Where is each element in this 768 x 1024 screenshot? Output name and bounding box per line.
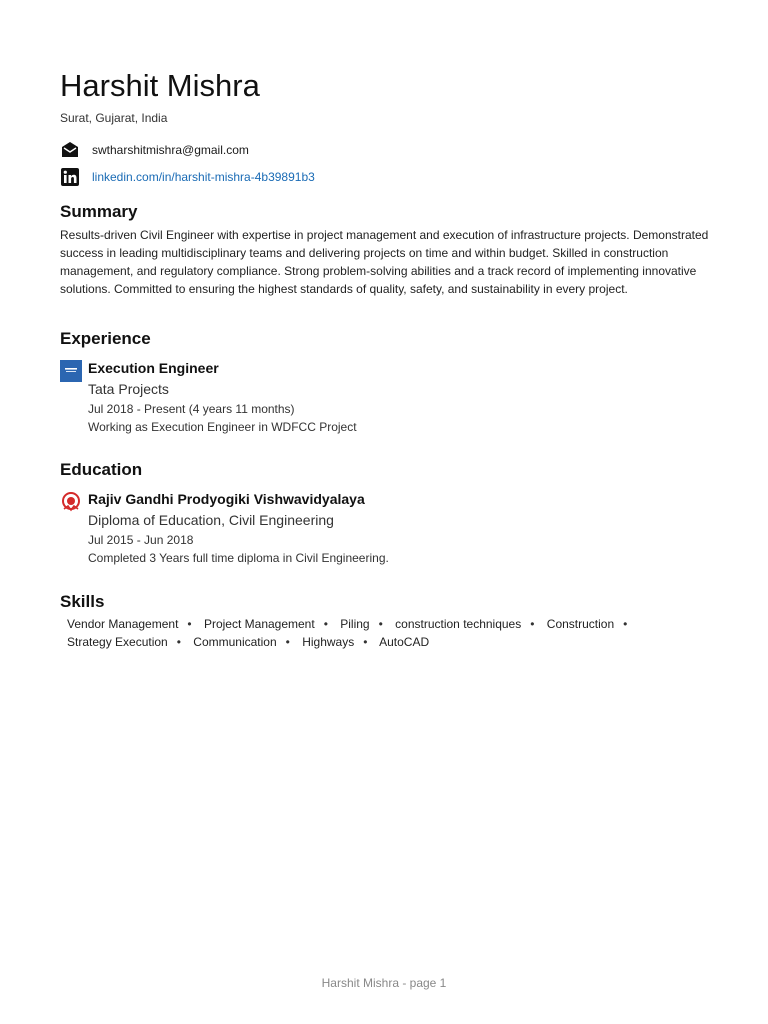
skill-item: Communication: [193, 635, 277, 649]
skill-item: Highways: [302, 635, 355, 649]
skill-item: Project Management: [203, 617, 315, 631]
experience-description: Working as Execution Engineer in WDFCC Project: [88, 420, 357, 434]
skill-item: Piling: [340, 617, 370, 631]
skill-separator: •: [323, 617, 328, 631]
summary-text: Results-driven Civil Engineer with expertise in project management and execution of infrastructure projects. Demonstrated success in leading multidisciplinary teams and delivering projects on time and within budget. Skilled in construction management, and regulatory compliance. Strong problem-solving abilities and a track record of implementing innovative solutions. Committed to ensuring the highest standards of quality, safety, and sustainability in every project.: [60, 228, 709, 296]
skill-item: AutoCAD: [379, 635, 430, 649]
skills-list: [67, 615, 707, 651]
summary-heading: Summary: [60, 202, 138, 221]
email-row: [60, 140, 249, 160]
experience-role: Execution Engineer: [88, 360, 219, 376]
skill-item: construction techniques: [395, 617, 522, 631]
education-dates: Jul 2015 - Jun 2018: [88, 533, 194, 547]
tata-projects-logo: [60, 360, 82, 382]
experience-company: Tata Projects: [88, 381, 169, 397]
skill-item: Strategy Execution: [67, 635, 168, 649]
education-school: Rajiv Gandhi Prodyogiki Vishwavidyalaya: [88, 491, 365, 507]
skill-item: Vendor Management: [67, 617, 179, 631]
experience-dates: Jul 2018 - Present (4 years 11 months): [88, 402, 295, 416]
skill-separator: •: [623, 617, 628, 631]
page-footer: Harshit Mishra - page 1: [321, 976, 447, 990]
skill-item: Construction: [546, 617, 615, 631]
skill-separator: •: [378, 617, 383, 631]
linkedin-icon: [60, 167, 80, 187]
skill-separator: •: [176, 635, 181, 649]
education-description: Completed 3 Years full time diploma in Civil Engineering.: [88, 551, 389, 565]
email-text: swtharshitmishra@gmail.com: [92, 143, 249, 157]
education-heading: Education: [60, 460, 143, 479]
education-degree: Diploma of Education, Civil Engineering: [88, 512, 334, 528]
candidate-name: Harshit Mishra: [60, 68, 260, 103]
linkedin-row: [60, 167, 315, 187]
rgpv-logo: [60, 491, 82, 513]
linkedin-link[interactable]: linkedin.com/in/harshit-mishra-4b39891b3: [92, 170, 315, 184]
experience-heading: Experience: [60, 329, 151, 348]
skill-separator: •: [187, 617, 192, 631]
skills-heading: Skills: [60, 592, 105, 611]
skill-separator: •: [285, 635, 290, 649]
skill-separator: •: [363, 635, 368, 649]
skill-separator: •: [530, 617, 535, 631]
candidate-location: Surat, Gujarat, India: [60, 111, 168, 125]
envelope-icon: [60, 140, 80, 160]
